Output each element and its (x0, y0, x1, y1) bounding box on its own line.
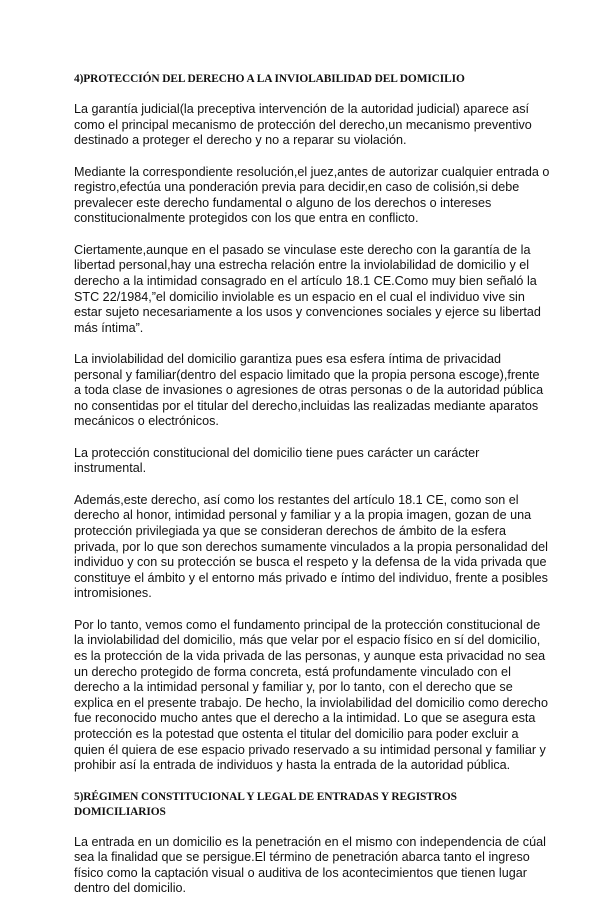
section-heading: 5)RÉGIMEN CONSTITUCIONAL Y LEGAL DE ENTRADAS Y REGISTROS DOMICILIARIOS (74, 790, 457, 818)
section-heading: 4)PROTECCIÓN DEL DERECHO A LA INVIOLABILIDAD DEL DOMICILIO (74, 73, 465, 85)
paragraph: La protección constitucional del domicilio tiene pues carácter un carácter instrumental. (74, 445, 480, 476)
paragraph: La inviolabilidad del domicilio garantiza pues esa esfera íntima de privacidad personal y familiar(dentro del espacio limitado que la propia persona escoge),frente a toda clase de invasiones o agresiones de otras personas o de la autoridad pública no consentidas por el titular del derecho,incluidas las realizadas mediante aparatos mecánicos o electrónicos. (74, 352, 544, 429)
paragraph: La garantía judicial(la preceptiva intervención de la autoridad judicial) aparece así como el principal mecanismo de protección del derecho,un mecanismo preventivo destinado a proteger el derecho y no a reparar su violación. (74, 102, 532, 148)
paragraph: Por lo tanto, vemos como el fundamento principal de la protección constitucional de la inviolabilidad del domicilio, más que velar por el espacio físico en sí del domicilio, es la protección de la vida privada de las personas, y aunque esta privacidad no sea un derecho protegido de forma concreta, está profundamente vinculado con el derecho a la intimidad personal y familiar y, por lo tanto, con el derecho que se explica en el presente trabajo. De hecho, la inviolabilidad del domicilio como derecho fue reconocido mucho antes que el derecho a la intimidad. Lo que se asegura esta protección es la potestad que ostenta el titular del domicilio para poder excluir a quien él quiera de ese espacio privado reservado a su intimidad personal y familiar y prohibir así la entrada de individuos y hasta la entrada de la autoridad pública. (74, 617, 548, 773)
section-4 (74, 72, 550, 774)
document-page (74, 72, 550, 913)
paragraph: Mediante la correspondiente resolución,el juez,antes de autorizar cualquier entrada o registro,efectúa una ponderación previa para decidir,en caso de colisión,si debe prevalecer este derecho fundamental o alguno de los derechos o intereses constitucionalmente protegidos con los que entra en conflicto. (74, 164, 550, 226)
paragraph: Ciertamente,aunque en el pasado se vinculase este derecho con la garantía de la libertad personal,hay una estrecha relación entre la inviolabilidad de domicilio y el derecho a la intimidad consagrado en el artículo 18.1 CE.Como muy bien señaló la STC 22/1984,”el domicilio inviolable es un espacio en el cual el individuo vive sin estar sujeto necesariamente a los usos y convenciones sociales y ejerce su libertad más íntima”. (74, 242, 541, 335)
section-5 (74, 790, 550, 897)
paragraph: Además,este derecho, así como los restantes del artículo 18.1 CE, como son el derecho al honor, intimidad personal y familiar y a la propia imagen, gozan de una protección privilegiada ya que se consideran derechos de ámbito de la esfera privada, por lo que son derechos sumamente vinculados a la propia personalidad del individuo y con su protección se busca el respeto y la defensa de la vida privada que constituye el ámbito y el entorno más privado e íntimo del individuo, frente a posibles intromisiones. (74, 492, 548, 601)
paragraph: La entrada en un domicilio es la penetración en el mismo con independencia de cúal sea la finalidad que se persigue.El término de penetración abarca tanto el ingreso físico como la captación visual o auditiva de los acontecimientos que tienen lugar dentro del domicilio. (74, 834, 546, 896)
